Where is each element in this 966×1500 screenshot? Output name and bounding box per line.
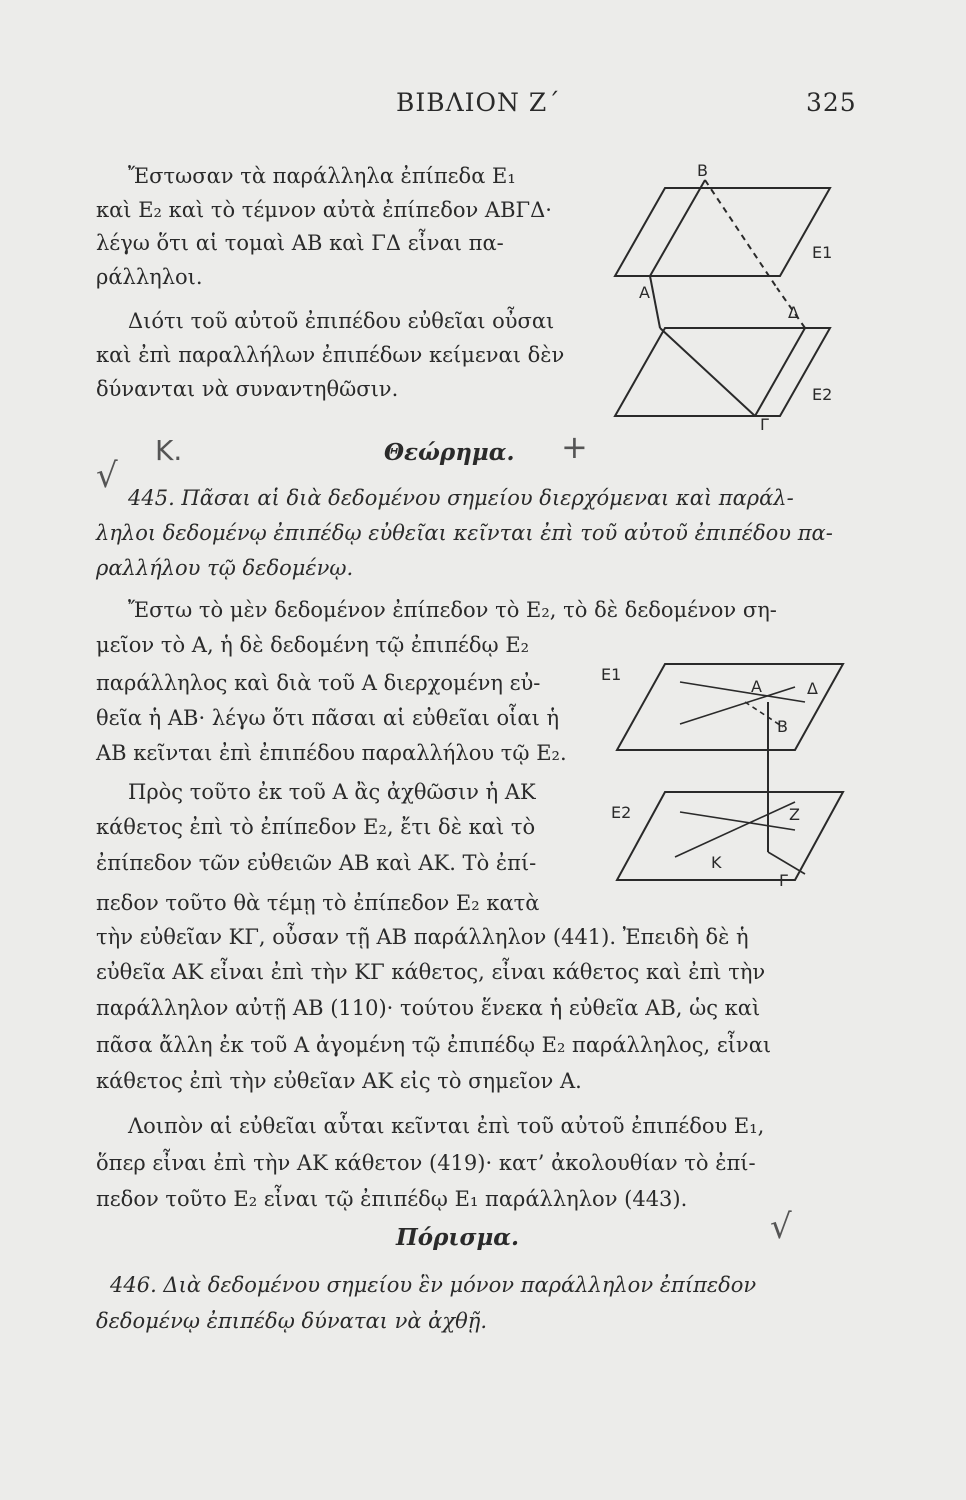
- text-line: πᾶσα ἄλλη ἐκ τοῦ Α ἀγομένη τῷ ἐπιπέδῳ Ε₂ παράλληλος, εἶναι: [96, 1033, 772, 1057]
- theorem-heading: Θεώρημα.: [384, 439, 515, 466]
- running-head-title: ΒΙΒΛΙΟΝ Ζ΄: [396, 88, 561, 117]
- text-line: θεῖα ἡ ΑΒ· λέγω ὅτι πᾶσαι αἱ εὐθεῖαι οἷαι ἡ: [96, 706, 560, 730]
- text-line: Λοιπὸν αἱ εὐθεῖαι αὗται κεῖνται ἐπὶ τοῦ αὐτοῦ ἐπιπέδου Ε₁,: [128, 1114, 765, 1138]
- line-ab: [650, 180, 705, 276]
- text-line: ράλληλοι.: [96, 265, 203, 289]
- text-line: κάθετος ἐπὶ τὸ ἐπίπεδον Ε₂, ἔτι δὲ καὶ τὸ: [96, 815, 536, 839]
- plane-e2: [617, 792, 843, 880]
- label: Β: [697, 161, 708, 180]
- text-line: δύνανται νὰ συναντηθῶσιν.: [96, 377, 399, 401]
- line-a-gamma: [660, 328, 755, 416]
- label: Κ: [711, 853, 722, 872]
- line-ab-lower: [650, 276, 660, 328]
- text-line: 445. Πᾶσαι αἱ διὰ δεδομένου σημείου διερχόμεναι καὶ παράλ-: [128, 486, 794, 510]
- text-line: καὶ ἐπὶ παραλλήλων ἐπιπέδων κείμεναι δὲν: [96, 343, 565, 367]
- label: Δ: [788, 303, 799, 322]
- label: Γ: [760, 415, 769, 434]
- label: Α: [751, 677, 762, 696]
- margin-checkmark-2: √: [770, 1207, 792, 1247]
- text-line: πεδον τοῦτο Ε₂ εἶναι τῷ ἐπιπέδῳ Ε₁ παράλληλον (443).: [96, 1187, 688, 1211]
- text-line: Πρὸς τοῦτο ἐκ τοῦ Α ἂς ἀχθῶσιν ἡ ΑΚ: [128, 780, 536, 804]
- text-line: μεῖον τὸ Α, ἡ δὲ δεδομένη τῷ ἐπιπέδῳ Ε₂: [96, 633, 530, 657]
- page-number: 325: [806, 88, 857, 117]
- plane-e1: [617, 664, 843, 750]
- text-line: ἐπίπεδον τῶν εὐθειῶν ΑΒ καὶ ΑΚ. Τὸ ἐπί-: [96, 851, 537, 875]
- line-b-hidden: [705, 180, 777, 288]
- margin-mark-k: K.: [155, 434, 183, 467]
- text-line: τὴν εὐθεῖαν ΚΓ, οὖσαν τῇ ΑΒ παράλληλον (441). Ἐπειδὴ δὲ ἡ: [96, 925, 749, 949]
- label: Ε1: [812, 243, 833, 262]
- text-line: καὶ Ε₂ καὶ τὸ τέμνον αὐτὰ ἐπίπεδον ΑΒΓΔ·: [96, 198, 552, 222]
- line-kz: [680, 812, 795, 830]
- label: Ζ: [789, 805, 800, 824]
- text-line: Διότι τοῦ αὐτοῦ ἐπιπέδου εὐθεῖαι οὖσαι: [128, 309, 555, 333]
- text-line: ραλλήλου τῷ δεδομένῳ.: [96, 556, 354, 580]
- figure-parallel-planes-1: [605, 158, 850, 433]
- figure-parallel-planes-2: [601, 652, 855, 897]
- text-line: δεδομένῳ ἐπιπέδῳ δύναται νὰ ἀχθῇ.: [96, 1309, 487, 1333]
- margin-mark-plus: +: [561, 428, 588, 466]
- text-line: παράλληλος καὶ διὰ τοῦ Α διερχομένη εὐ-: [96, 671, 541, 695]
- label: Β: [777, 717, 788, 736]
- text-line: ΑΒ κεῖνται ἐπὶ ἐπιπέδου παραλλήλου τῷ Ε₂.: [96, 741, 567, 765]
- text-line: Ἔστωσαν τὰ παράλληλα ἐπίπεδα Ε₁: [128, 164, 516, 188]
- text-line: εὐθεῖα ΑΚ εἶναι ἐπὶ τὴν ΚΓ κάθετος, εἶναι κάθετος καὶ ἐπὶ τὴν: [96, 960, 766, 984]
- corollary-heading: Πόρισμα.: [396, 1224, 519, 1251]
- text-line: λέγω ὅτι αἱ τομαὶ ΑΒ καὶ ΓΔ εἶναι πα-: [96, 231, 504, 255]
- line-gamma-delta: [755, 328, 805, 416]
- label: Ε2: [611, 803, 632, 822]
- plane-e1: [615, 188, 833, 276]
- line-ad: [680, 682, 805, 702]
- margin-checkmark: √: [96, 456, 118, 496]
- label: Α: [639, 283, 650, 302]
- label: Ε1: [601, 665, 622, 684]
- text-line: παράλληλον αὐτῇ ΑΒ (110)· τούτου ἕνεκα ἡ εὐθεῖα ΑΒ, ὡς καὶ: [96, 996, 761, 1020]
- text-line: Ἔστω τὸ μὲν δεδομένον ἐπίπεδον τὸ Ε₂, τὸ δὲ δεδομένον ση-: [128, 598, 777, 622]
- text-line: ὅπερ εἶναι ἐπὶ τὴν ΑΚ κάθετον (419)· κατ’ ἀκολουθίαν τὸ ἐπί-: [96, 1151, 756, 1175]
- label: Ε2: [812, 385, 833, 404]
- text-line: πεδον τοῦτο θὰ τέμῃ τὸ ἐπίπεδον Ε₂ κατὰ: [96, 891, 540, 915]
- label: Δ: [807, 679, 818, 698]
- text-line: ληλοι δεδομένῳ ἐπιπέδῳ εὐθεῖαι κεῖνται ἐπὶ τοῦ αὐτοῦ ἐπιπέδου πα-: [96, 521, 833, 545]
- text-line: 446. Διὰ δεδομένου σημείου ἓν μόνον παράλληλον ἐπίπεδον: [110, 1273, 757, 1297]
- label: Γ: [779, 871, 788, 890]
- text-line: κάθετος ἐπὶ τὴν εὐθεῖαν ΑΚ εἰς τὸ σημεῖον Α.: [96, 1069, 582, 1093]
- line-through-k: [675, 802, 795, 857]
